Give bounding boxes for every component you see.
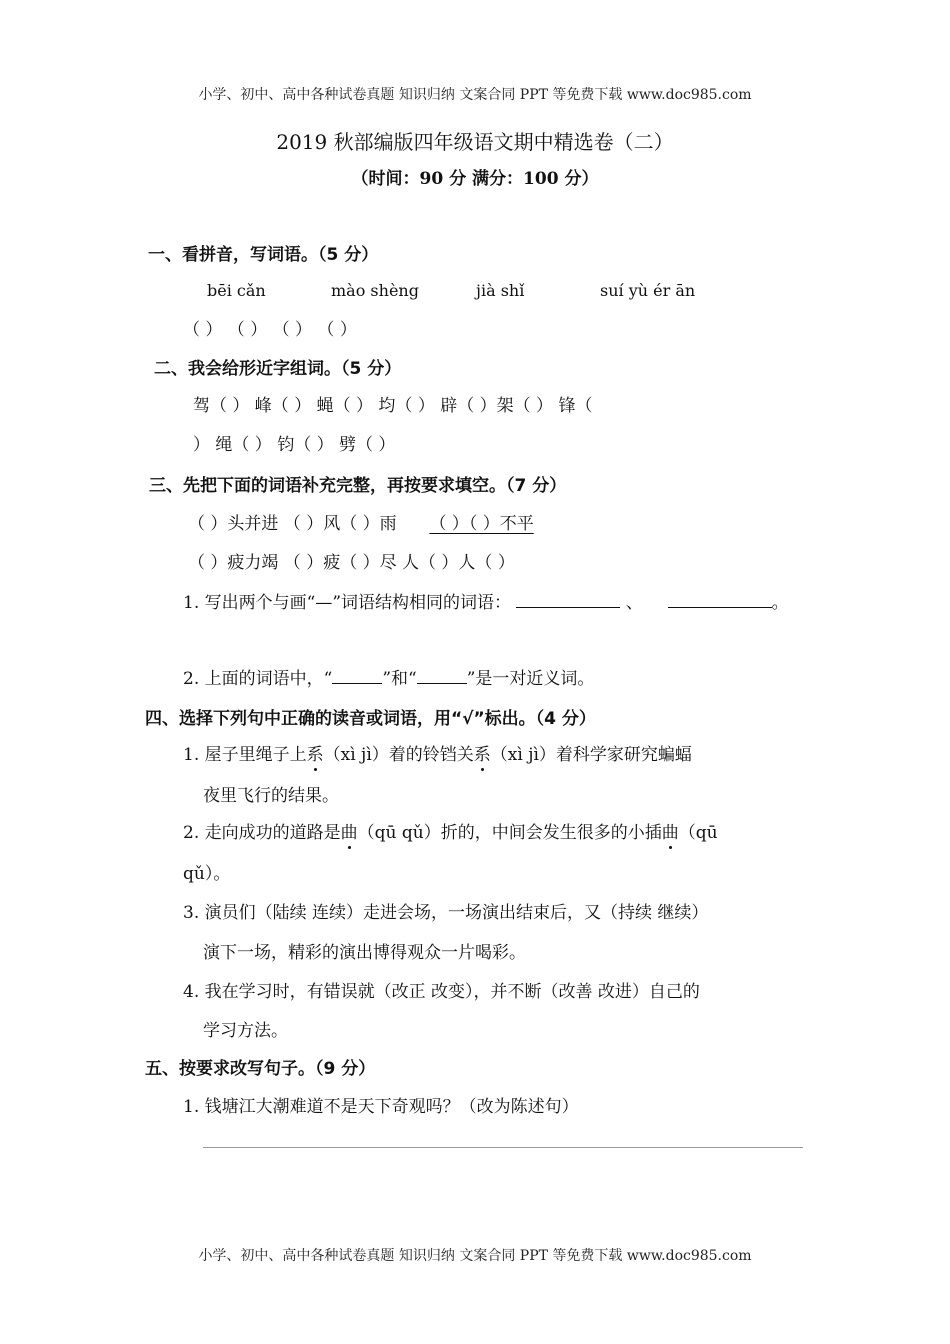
- idiom-row-2: （ ）疲力竭 （ ）疲（ ）尽 人（ ）人（ ）: [188, 553, 515, 573]
- q4-1-text-b: （xì jì）着的铃铛关: [323, 745, 474, 765]
- question-4-1-cont: 夜里飞行的结果。: [203, 786, 339, 806]
- footer-banner: 小学、初中、高中各种试卷真题 知识归纳 文案合同 PPT 等免费下载 www.doc985.com: [198, 1248, 752, 1264]
- period: 。: [771, 593, 789, 613]
- question-4-2-cont: qǔ）。: [183, 864, 231, 884]
- q4-2-text-c: （qū: [678, 823, 718, 843]
- question-3-2-text-b: ”和“: [382, 669, 417, 689]
- question-5-1: 1. 钱塘江大潮难道不是天下奇观吗？（改为陈述句）: [183, 1097, 579, 1117]
- word-group-line-1: 驾（ ） 峰（ ） 蝇（ ） 均（ ） 辟（ ）架（ ） 锋（: [193, 396, 593, 416]
- question-3-1: [183, 588, 789, 613]
- question-3-1-text: 1. 写出两个与画“—”词语结构相同的词语：: [183, 593, 512, 613]
- pinyin-1: bēi cǎn: [207, 281, 266, 300]
- question-4-2: [183, 818, 718, 843]
- exam-info: （时间：90 分 满分：100 分）: [351, 169, 599, 189]
- question-4-3-cont: 演下一场，精彩的演出博得观众一片喝彩。: [203, 943, 526, 963]
- answer-blank[interactable]: [668, 591, 772, 608]
- q4-1-text-a: 1. 屋子里绳子上: [183, 745, 307, 765]
- dotted-char: 系: [473, 745, 491, 765]
- answer-blank[interactable]: [417, 667, 467, 684]
- section-3-heading: 三、先把下面的词语补充完整，再按要求填空。（7 分）: [149, 476, 567, 496]
- question-3-2: [183, 664, 594, 689]
- section-1-heading: 一、看拼音，写词语。（5 分）: [148, 245, 379, 265]
- question-3-2-text-a: 2. 上面的词语中，“: [183, 669, 333, 689]
- answer-brackets: （ ） （ ） （ ） （ ）: [183, 320, 357, 340]
- answer-blank[interactable]: [516, 591, 620, 608]
- header-banner: 小学、初中、高中各种试卷真题 知识归纳 文案合同 PPT 等免费下载 www.doc985.com: [198, 87, 752, 103]
- word-group-line-2: ） 绳（ ） 钧（ ） 劈（ ）: [193, 435, 396, 455]
- pinyin-3: jià shǐ: [476, 281, 525, 300]
- question-3-2-text-c: ”是一对近义词。: [466, 669, 595, 689]
- underlined-idiom: （ ）（ ）不平: [429, 514, 534, 534]
- section-4-heading: 四、选择下列句中正确的读音或词语，用“√”标出。（4 分）: [145, 709, 596, 729]
- answer-blank[interactable]: [332, 667, 382, 684]
- question-4-4: 4. 我在学习时，有错误就（改正 改变），并不断（改善 改进）自己的: [183, 982, 700, 1002]
- question-4-1: [183, 740, 692, 765]
- dotted-char: 曲: [340, 823, 358, 843]
- idiom-row-1-plain: （ ）头并进 （ ）风（ ）雨: [188, 514, 397, 534]
- dotted-char: 系: [306, 745, 324, 765]
- page-title: 2019 秋部编版四年级语文期中精选卷（二）: [276, 130, 674, 154]
- section-5-heading: 五、按要求改写句子。（9 分）: [145, 1059, 376, 1079]
- q4-2-text-b: （qū qǔ）折的，中间会发生很多的小插: [357, 823, 662, 843]
- question-4-4-cont: 学习方法。: [203, 1021, 288, 1041]
- pinyin-4: suí yù ér ān: [600, 281, 696, 300]
- separator: 、: [625, 593, 643, 613]
- q4-1-text-c: （xì jì）着科学家研究蝙蝠: [490, 745, 692, 765]
- pinyin-2: mào shèng: [331, 281, 419, 300]
- q4-2-text-a: 2. 走向成功的道路是: [183, 823, 341, 843]
- idiom-row-1: [188, 509, 534, 534]
- question-4-3: 3. 演员们（陆续 连续）走进会场，一场演出结束后，又（持续 继续）: [183, 903, 709, 923]
- answer-line[interactable]: [203, 1147, 803, 1148]
- dotted-char: 曲: [661, 823, 679, 843]
- section-2-heading: 二、我会给形近字组词。（5 分）: [154, 359, 402, 379]
